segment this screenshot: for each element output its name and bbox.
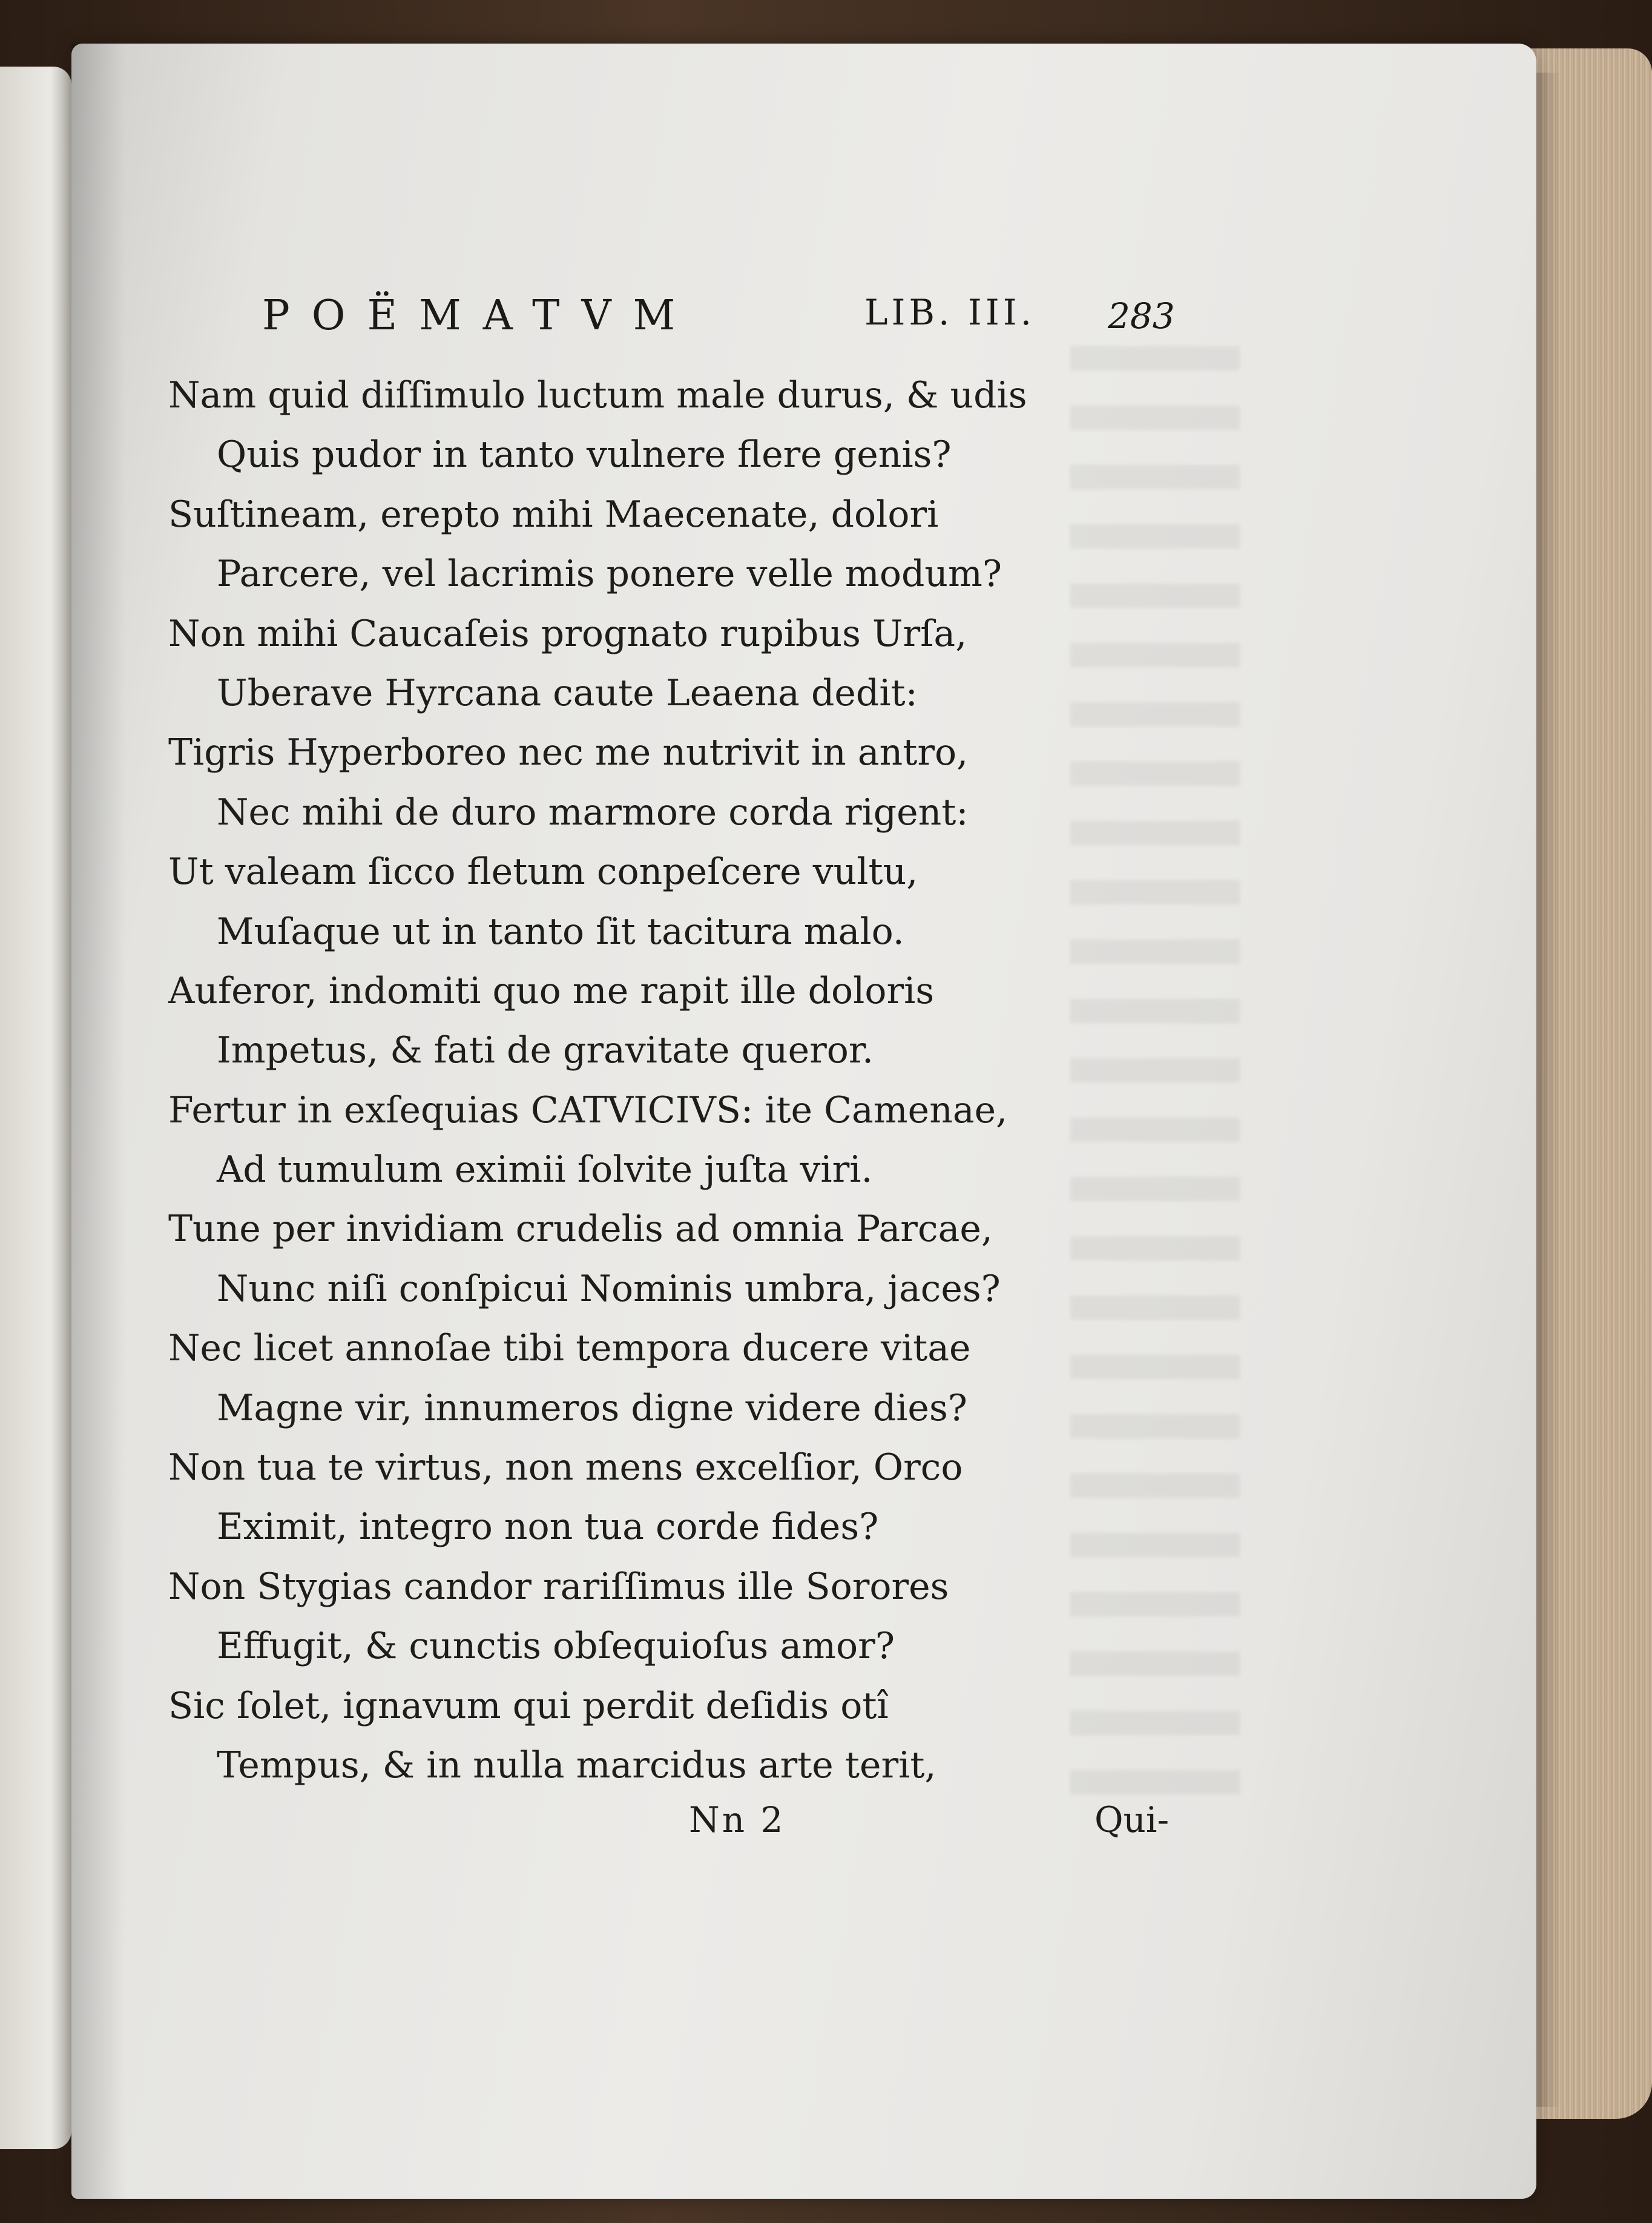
verse-line: Tune per invidiam crudelis ad omnia Parcae,: [168, 1208, 993, 1251]
verse-line: Muſaque ut in tanto ſit tacitura malo.: [217, 910, 904, 953]
verse-line: Non mihi Caucaſeis prognato rupibus Urſa,: [168, 612, 967, 655]
verse-line: Nec mihi de duro marmore corda rigent:: [217, 791, 969, 834]
verse-line: Effugit, & cunctis obſequioſus amor?: [217, 1625, 895, 1668]
verse-block: [168, 366, 1197, 1795]
facing-page-edge: [0, 67, 71, 2149]
catchword: Qui-: [1094, 1799, 1170, 1840]
verse-line: Parcere, vel lacrimis ponere velle modum?: [217, 553, 1002, 596]
signature-mark: Nn 2: [689, 1799, 786, 1840]
verse-line: Suſtineam, erepto mihi Maecenate, dolori: [168, 493, 939, 536]
verse-line: Uberave Hyrcana caute Leaena dedit:: [217, 671, 918, 714]
running-head: POËMATVM: [262, 292, 697, 340]
verse-line: Quis pudor in tanto vulnere flere genis?: [217, 433, 952, 476]
verse-line: Auferor, indomiti quo me rapit ille doloris: [168, 969, 935, 1012]
verse-line: Impetus, & fati de gravitate queror.: [217, 1029, 874, 1072]
book-page: [71, 44, 1536, 2199]
verse-line: Nec licet annoſae tibi tempora ducere vitae: [168, 1327, 971, 1370]
verse-line: Non Stygias candor rariſſimus ille Sorores: [168, 1565, 949, 1608]
page-number: 283: [1108, 295, 1175, 337]
verse-line: Nunc niſi conſpicui Nominis umbra, jaces?: [217, 1267, 1001, 1310]
verse-line: Sic ſolet, ignavum qui perdit deſidis otî: [168, 1684, 889, 1727]
page-footer: [71, 1799, 1536, 1860]
verse-line: Tigris Hyperboreo nec me nutrivit in antro,: [168, 731, 969, 774]
verse-line: Eximit, integro non tua corde fides?: [217, 1506, 879, 1549]
verse-line: Ut valeam ſicco fletum conpeſcere vultu,: [168, 851, 918, 894]
verse-line: Non tua te virtus, non mens excelſior, Orco: [168, 1446, 963, 1489]
book-label: LIB. III.: [864, 292, 1036, 333]
verse-line: Ad tumulum eximii ſolvite juſta viri.: [217, 1148, 873, 1191]
verse-line: Fertur in exſequias CATVICIVS: ite Camenae,: [168, 1088, 1008, 1131]
verse-line: Tempus, & in nulla marcidus arte terit,: [217, 1744, 936, 1787]
page-header: [71, 292, 1536, 352]
verse-line: Nam quid diſſimulo luctum male durus, & udis: [168, 374, 1027, 417]
verse-line: Magne vir, innumeros digne videre dies?: [217, 1386, 967, 1429]
